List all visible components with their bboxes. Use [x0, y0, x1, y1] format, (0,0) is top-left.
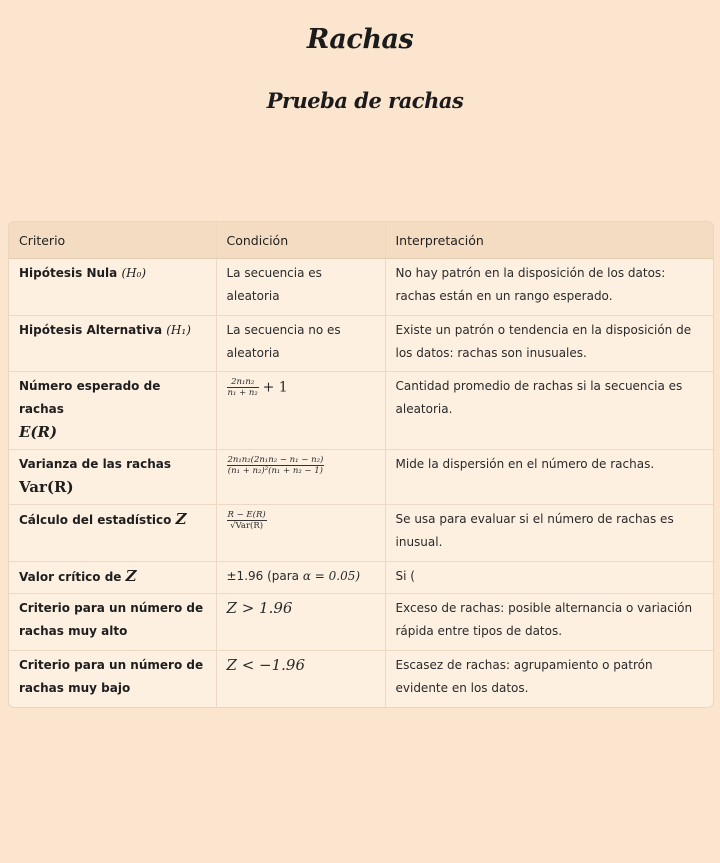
- alpha-math: α = 0.05): [302, 569, 361, 583]
- cell-interpretacion: Escasez de rachas: agrupamiento o patrón evidente en los datos.: [385, 651, 713, 708]
- cell-criterio: [9, 562, 216, 594]
- fraction: [227, 377, 259, 398]
- fraction-numerator: 2n₁n₂: [227, 377, 259, 388]
- z-statistic-formula: [227, 508, 267, 531]
- table-row: [9, 594, 713, 651]
- criterio-text: Hipótesis Alternativa: [19, 323, 163, 337]
- criterio-math: (H₁): [166, 323, 191, 337]
- runs-test-table: [8, 221, 714, 708]
- cell-criterio: [9, 259, 216, 316]
- table-row: [9, 505, 713, 562]
- criterio-math: Z: [125, 567, 137, 585]
- header-condicion: Condición: [216, 222, 385, 259]
- fraction-denominator: n₁ + n₂: [227, 388, 258, 398]
- table-row: [9, 651, 713, 708]
- table-row: [9, 259, 713, 316]
- condition-math: Z < −1.96: [226, 656, 305, 674]
- criterio-math: E(R): [19, 423, 58, 441]
- criterio-text: Hipótesis Nula: [19, 266, 118, 280]
- cell-interpretacion: Mide la dispersión en el número de rachas.: [385, 450, 713, 505]
- cell-criterio: Criterio para un número de rachas muy alto: [9, 594, 216, 651]
- table-row: [9, 372, 713, 450]
- cell-interpretacion: Si (: [385, 562, 713, 594]
- cell-condicion: [216, 450, 385, 505]
- cell-interpretacion: Exceso de rachas: posible alternancia o variación rápida entre tipos de datos.: [385, 594, 713, 651]
- criterio-text: Número esperado de rachas: [19, 379, 161, 416]
- variance-formula: [227, 453, 325, 476]
- table-row: [9, 450, 713, 505]
- criterio-math: (H₀): [121, 266, 147, 280]
- cell-interpretacion: Existe un patrón o tendencia en la disposición de los datos: rachas son inusuales.: [385, 316, 713, 372]
- cell-criterio: [9, 505, 216, 562]
- fraction: [227, 510, 267, 531]
- cell-condicion: [216, 505, 385, 562]
- criterio-text: Valor crítico de: [19, 570, 122, 584]
- cell-criterio: [9, 316, 216, 372]
- criterio-text: Cálculo del estadístico: [19, 513, 172, 527]
- table-header-row: [9, 222, 713, 259]
- fraction-denominator: √Var(R): [230, 521, 264, 531]
- cell-condicion: [216, 562, 385, 594]
- table-row: [9, 316, 713, 372]
- criterio-math: Var(R): [19, 478, 74, 496]
- cell-condicion: [216, 594, 385, 651]
- cell-interpretacion: No hay patrón en la disposición de los datos: rachas están en un rango esperado.: [385, 259, 713, 316]
- table-row: [9, 562, 713, 594]
- cell-interpretacion: Cantidad promedio de rachas si la secuencia es aleatoria.: [385, 372, 713, 450]
- criterio-text: Varianza de las rachas: [19, 457, 172, 471]
- cell-criterio: Criterio para un número de rachas muy bajo: [9, 651, 216, 708]
- cell-condicion: [216, 372, 385, 450]
- cell-condicion: La secuencia no es aleatoria: [216, 316, 385, 372]
- fraction-denominator: (n₁ + n₂)²(n₁ + n₂ − 1): [227, 466, 323, 476]
- formula-tail: + 1: [262, 379, 288, 396]
- cell-criterio: [9, 450, 216, 505]
- condition-math: Z > 1.96: [226, 599, 293, 617]
- header-criterio: Criterio: [9, 222, 216, 259]
- cell-criterio: [9, 372, 216, 450]
- header-interpretacion: Interpretación: [385, 222, 713, 259]
- fraction-numerator: R − E(R): [227, 510, 266, 520]
- criterio-math: Z: [175, 510, 187, 528]
- fraction: [227, 455, 325, 476]
- cell-interpretacion: Se usa para evaluar si el número de rachas es inusual.: [385, 505, 713, 562]
- critical-value-text: ±1.96 (para: [226, 569, 300, 583]
- page-title: Rachas: [306, 24, 414, 55]
- cell-condicion: [216, 651, 385, 708]
- fraction-numerator: 2n₁n₂(2n₁n₂ − n₁ − n₂): [227, 455, 324, 465]
- page-subtitle: Prueba de rachas: [266, 88, 464, 113]
- expected-runs-formula: [227, 375, 288, 398]
- cell-condicion: La secuencia es aleatoria: [216, 259, 385, 316]
